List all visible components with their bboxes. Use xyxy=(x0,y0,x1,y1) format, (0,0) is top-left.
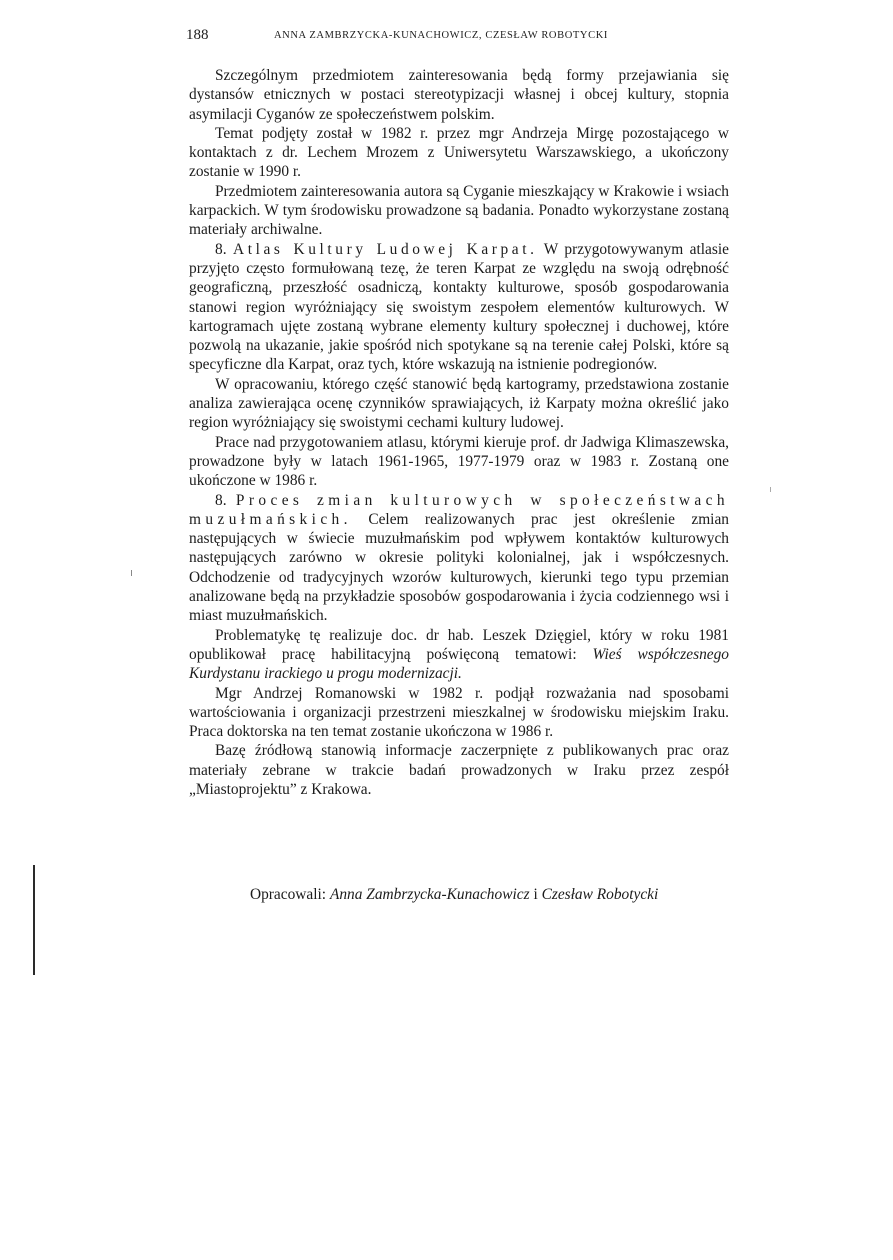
paragraph-5: W opracowaniu, którego część stanowić będą kartogramy, przedstawiona zostanie analiza zawierająca ocenę czynników sprawiających, iż Karpaty można określić jako region wyróżniający się swoistymi cechami kultury ludowej. xyxy=(189,375,729,432)
page-number: 188 xyxy=(186,27,209,43)
section-number: 8. xyxy=(215,491,227,509)
section-title: Atlas Kultury Ludowej Karpat. xyxy=(233,240,538,258)
paragraph-text: Problematykę tę realizuje doc. dr hab. Leszek Dzięgiel, który w roku 1981 opublikował pracę habilitacyjną poświęconą tematowi: xyxy=(189,626,729,663)
paragraph-10: Bazę źródłową stanowią informacje zaczerpnięte z publikowanych prac oraz materiały zebrane w trakcie badań prowadzonych w Iraku przez zespół „Miastoprojektu” z Krakowa. xyxy=(189,742,729,798)
running-head: ANNA ZAMBRZYCKA-KUNACHOWICZ, CZESŁAW ROBOTYCKI xyxy=(274,30,608,41)
paragraph-1: Szczególnym przedmiotem zainteresowania będą formy przejawiania się dystansów etnicznych w postaci stereotypizacji własnej i obcej kultury, stopnia asymilacji Cyganów ze społeczeństwem polskim. xyxy=(189,67,729,123)
section-number: 8. xyxy=(215,240,227,258)
author-name: Czesław Robotycki xyxy=(541,886,659,903)
scan-speck xyxy=(770,487,771,492)
scan-margin-line xyxy=(33,865,35,975)
paragraph-6: Prace nad przygotowaniem atlasu, którymi kieruje prof. dr Jadwiga Klimaszewska, prowadzone były w latach 1961-1965, 1977-1979 oraz w 1983 r. Zostaną one ukończone w 1986 r. xyxy=(189,433,729,490)
paragraph-9: Mgr Andrzej Romanowski w 1982 r. podjął rozważania nad sposobami wartościowania i organizacji przestrzeni mieszkalnej w środowisku miejskim Iraku. Praca doktorska na ten temat zostanie ukończona w 1986 r. xyxy=(189,684,729,741)
signature-conjunction: i xyxy=(533,886,538,903)
author-name: Anna Zambrzycka-Kunachowicz xyxy=(329,886,530,903)
paragraph-3: Przedmiotem zainteresowania autora są Cyganie mieszkający w Krakowie i wsiach karpackich. W tym środowisku prowadzone są badania. Ponadto wykorzystane zostaną materiały archiwalne. xyxy=(189,182,729,239)
paragraph-4 xyxy=(189,240,729,375)
work-title: Wieś współczesnego Kurdystanu irackiego u progu modernizacji. xyxy=(189,645,729,683)
signature-label: Opracowali: xyxy=(250,886,327,903)
section-text: W przygotowywanym atlasie przyjęto często formułowaną tezę, że teren Karpat ze względu na swoją odrębność geograficzną, przeszłość osadniczą, kontakty kulturowe, sposób gospodarowania stanowi region wyróżniający się swoistym zespołem elementów kulturowych. W kartogramach ujęte zostaną wybrane elementy kultury społecznej i duchowej, które pozwolą na ukazanie, jakie spośród nich spotykane są na terenie całej Polski, które są specyficzne dla Karpat, oraz tych, które wskazują na istnienie podregionów. xyxy=(189,240,729,374)
signature-line xyxy=(250,885,740,904)
section-text: Celem realizowanych prac jest określenie zmian następujących w świecie muzułmańskim pod wpływem kontaktów kulturowych następujących zarówno w okresie polityki kolonialnej, jak i współczesnych. Odchodzenie od tradycyjnych wzorów kulturowych, kierunki tego typu przemian analizowane będą na przykładzie sposobów gospodarowania i życia codziennego wsi i miast muzułmańskich. xyxy=(189,510,729,625)
scan-speck xyxy=(131,570,132,576)
section-title: Proces zmian kulturowych w społeczeństwach muzułmańskich. xyxy=(189,491,729,528)
body-text xyxy=(189,66,729,799)
paragraph-8 xyxy=(189,626,729,684)
page-header xyxy=(186,27,732,49)
paragraph-2: Temat podjęty został w 1982 r. przez mgr Andrzeja Mirgę pozostającego w kontaktach z dr. Lechem Mrozem z Uniwersytetu Warszawskiego, a ukończony zostanie w 1990 r. xyxy=(189,124,729,181)
paragraph-7 xyxy=(189,491,729,626)
